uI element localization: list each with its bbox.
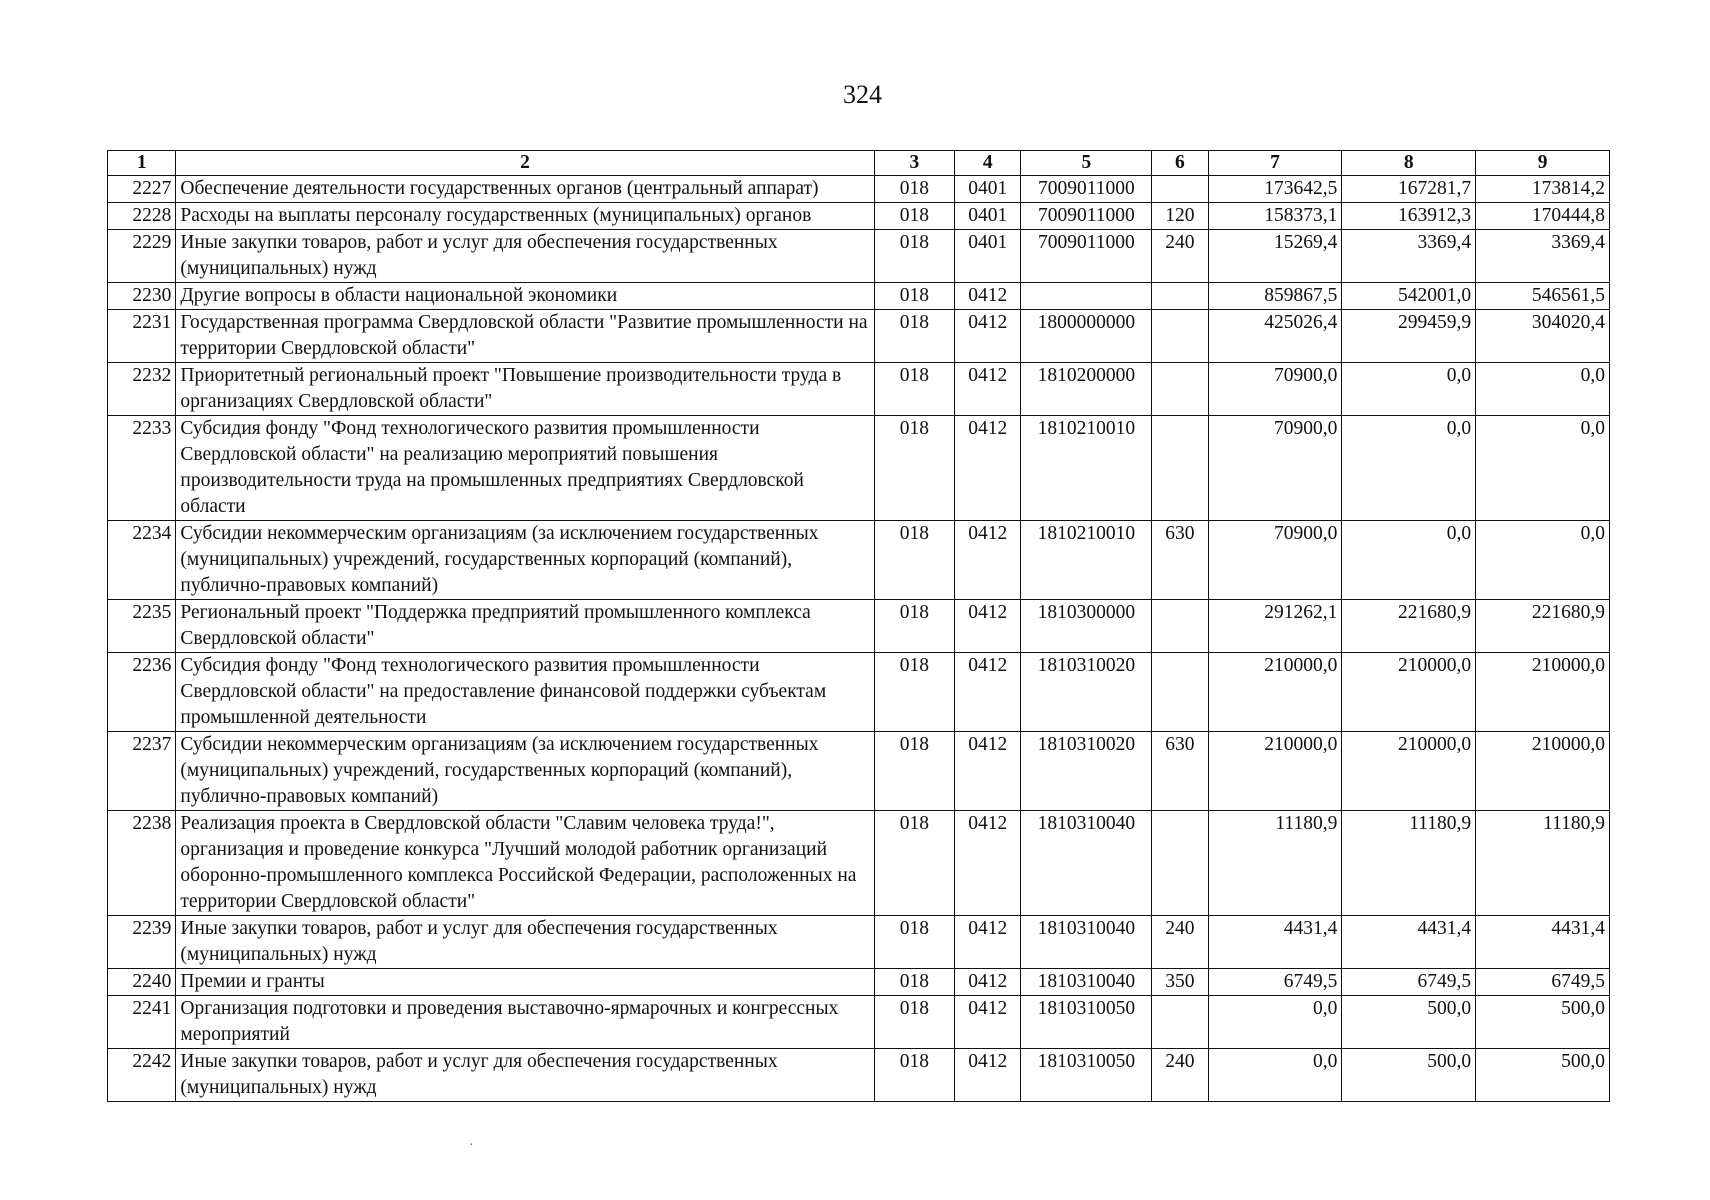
col-header-2: 2 [176, 151, 874, 176]
expense-type-code [1152, 996, 1208, 1049]
amount-year-1: 11180,9 [1208, 811, 1342, 916]
target-article-code: 7009011000 [1021, 230, 1152, 283]
amount-year-1: 173642,5 [1208, 176, 1342, 203]
budget-table [107, 150, 1610, 1102]
target-article-code: 1810210010 [1021, 521, 1152, 600]
expense-type-code [1152, 653, 1208, 732]
amount-year-2: 0,0 [1342, 521, 1476, 600]
col-header-6: 6 [1152, 151, 1208, 176]
col-header-8: 8 [1342, 151, 1476, 176]
expense-name: Реализация проекта в Свердловской области "Славим человека труда!", организация и проведение конкурса "Лучший молодой работник организаций оборонно-промышленного комплекса Российской Федерации, расположенных на территории Свердловской области" [176, 811, 874, 916]
amount-year-2: 6749,5 [1342, 969, 1476, 996]
row-number: 2228 [108, 203, 176, 230]
row-number: 2240 [108, 969, 176, 996]
amount-year-1: 70900,0 [1208, 416, 1342, 521]
ministry-code: 018 [874, 310, 954, 363]
table-row [108, 283, 1610, 310]
col-header-3: 3 [874, 151, 954, 176]
amount-year-3: 546561,5 [1476, 283, 1610, 310]
ministry-code: 018 [874, 230, 954, 283]
table-row [108, 363, 1610, 416]
expense-name: Субсидия фонду "Фонд технологического развития промышленности Свердловской области" на реализацию мероприятий повышения производительности труда на промышленных предприятиях Свердловской области [176, 416, 874, 521]
col-header-4: 4 [955, 151, 1021, 176]
table-row [108, 203, 1610, 230]
table-row [108, 969, 1610, 996]
section-code: 0401 [955, 230, 1021, 283]
expense-type-code [1152, 283, 1208, 310]
section-code: 0412 [955, 811, 1021, 916]
section-code: 0412 [955, 996, 1021, 1049]
amount-year-2: 0,0 [1342, 416, 1476, 521]
table-row [108, 1049, 1610, 1102]
col-header-9: 9 [1476, 151, 1610, 176]
ministry-code: 018 [874, 283, 954, 310]
ministry-code: 018 [874, 203, 954, 230]
expense-name: Субсидии некоммерческим организациям (за исключением государственных (муниципальных) учреждений, государственных корпораций (компаний), публично-правовых компаний) [176, 521, 874, 600]
ministry-code: 018 [874, 176, 954, 203]
stray-mark: · [469, 1138, 474, 1153]
target-article-code: 1810310040 [1021, 916, 1152, 969]
section-code: 0401 [955, 176, 1021, 203]
target-article-code: 1810310050 [1021, 1049, 1152, 1102]
page-number: 324 [843, 80, 882, 109]
target-article-code: 1810310020 [1021, 732, 1152, 811]
target-article-code: 1810310040 [1021, 969, 1152, 996]
expense-name: Иные закупки товаров, работ и услуг для обеспечения государственных (муниципальных) нужд [176, 230, 874, 283]
ministry-code: 018 [874, 600, 954, 653]
amount-year-2: 500,0 [1342, 1049, 1476, 1102]
header-row [108, 151, 1610, 176]
target-article-code: 1800000000 [1021, 310, 1152, 363]
amount-year-3: 304020,4 [1476, 310, 1610, 363]
amount-year-2: 210000,0 [1342, 732, 1476, 811]
amount-year-1: 0,0 [1208, 1049, 1342, 1102]
expense-name: Государственная программа Свердловской области "Развитие промышленности на территории Свердловской области" [176, 310, 874, 363]
amount-year-3: 4431,4 [1476, 916, 1610, 969]
amount-year-1: 15269,4 [1208, 230, 1342, 283]
amount-year-3: 170444,8 [1476, 203, 1610, 230]
expense-type-code [1152, 600, 1208, 653]
target-article-code: 7009011000 [1021, 176, 1152, 203]
expense-type-code: 630 [1152, 521, 1208, 600]
row-number: 2241 [108, 996, 176, 1049]
table-row [108, 310, 1610, 363]
section-code: 0412 [955, 600, 1021, 653]
expense-type-code: 630 [1152, 732, 1208, 811]
section-code: 0412 [955, 416, 1021, 521]
expense-type-code [1152, 811, 1208, 916]
amount-year-2: 3369,4 [1342, 230, 1476, 283]
ministry-code: 018 [874, 732, 954, 811]
target-article-code: 1810310040 [1021, 811, 1152, 916]
expense-name: Другие вопросы в области национальной экономики [176, 283, 874, 310]
amount-year-2: 4431,4 [1342, 916, 1476, 969]
amount-year-2: 163912,3 [1342, 203, 1476, 230]
table-row [108, 230, 1610, 283]
table-row [108, 176, 1610, 203]
amount-year-3: 11180,9 [1476, 811, 1610, 916]
table-row [108, 521, 1610, 600]
col-header-5: 5 [1021, 151, 1152, 176]
row-number: 2232 [108, 363, 176, 416]
amount-year-3: 0,0 [1476, 521, 1610, 600]
row-number: 2231 [108, 310, 176, 363]
expense-name: Иные закупки товаров, работ и услуг для обеспечения государственных (муниципальных) нужд [176, 916, 874, 969]
row-number: 2237 [108, 732, 176, 811]
expense-type-code: 240 [1152, 1049, 1208, 1102]
amount-year-3: 0,0 [1476, 416, 1610, 521]
row-number: 2227 [108, 176, 176, 203]
row-number: 2235 [108, 600, 176, 653]
expense-name: Обеспечение деятельности государственных органов (центральный аппарат) [176, 176, 874, 203]
amount-year-2: 0,0 [1342, 363, 1476, 416]
section-code: 0412 [955, 521, 1021, 600]
table-row [108, 653, 1610, 732]
amount-year-3: 500,0 [1476, 996, 1610, 1049]
expense-type-code: 240 [1152, 916, 1208, 969]
ministry-code: 018 [874, 521, 954, 600]
expense-name: Региональный проект "Поддержка предприятий промышленного комплекса Свердловской области" [176, 600, 874, 653]
ministry-code: 018 [874, 416, 954, 521]
table-row [108, 811, 1610, 916]
expense-name: Организация подготовки и проведения выставочно-ярмарочных и конгрессных мероприятий [176, 996, 874, 1049]
section-code: 0412 [955, 653, 1021, 732]
ministry-code: 018 [874, 996, 954, 1049]
expense-type-code: 120 [1152, 203, 1208, 230]
section-code: 0412 [955, 1049, 1021, 1102]
amount-year-1: 6749,5 [1208, 969, 1342, 996]
table-row [108, 600, 1610, 653]
section-code: 0412 [955, 969, 1021, 996]
target-article-code: 1810310050 [1021, 996, 1152, 1049]
amount-year-2: 299459,9 [1342, 310, 1476, 363]
ministry-code: 018 [874, 1049, 954, 1102]
amount-year-1: 0,0 [1208, 996, 1342, 1049]
amount-year-3: 6749,5 [1476, 969, 1610, 996]
expense-name: Приоритетный региональный проект "Повышение производительности труда в организациях Свердловской области" [176, 363, 874, 416]
amount-year-2: 11180,9 [1342, 811, 1476, 916]
target-article-code: 1810310020 [1021, 653, 1152, 732]
amount-year-3: 3369,4 [1476, 230, 1610, 283]
expense-type-code: 350 [1152, 969, 1208, 996]
amount-year-1: 210000,0 [1208, 653, 1342, 732]
target-article-code [1021, 283, 1152, 310]
amount-year-1: 859867,5 [1208, 283, 1342, 310]
target-article-code: 1810200000 [1021, 363, 1152, 416]
table-row [108, 996, 1610, 1049]
section-code: 0412 [955, 916, 1021, 969]
section-code: 0412 [955, 283, 1021, 310]
ministry-code: 018 [874, 363, 954, 416]
amount-year-2: 167281,7 [1342, 176, 1476, 203]
amount-year-3: 500,0 [1476, 1049, 1610, 1102]
amount-year-3: 221680,9 [1476, 600, 1610, 653]
row-number: 2230 [108, 283, 176, 310]
section-code: 0412 [955, 363, 1021, 416]
expense-name: Субсидия фонду "Фонд технологического развития промышленности Свердловской области" на предоставление финансовой поддержки субъектам промышленной деятельности [176, 653, 874, 732]
expense-type-code [1152, 176, 1208, 203]
amount-year-3: 173814,2 [1476, 176, 1610, 203]
amount-year-3: 210000,0 [1476, 732, 1610, 811]
amount-year-2: 221680,9 [1342, 600, 1476, 653]
section-code: 0401 [955, 203, 1021, 230]
amount-year-1: 210000,0 [1208, 732, 1342, 811]
ministry-code: 018 [874, 969, 954, 996]
row-number: 2236 [108, 653, 176, 732]
expense-name: Субсидии некоммерческим организациям (за исключением государственных (муниципальных) учреждений, государственных корпораций (компаний), публично-правовых компаний) [176, 732, 874, 811]
row-number: 2242 [108, 1049, 176, 1102]
expense-type-code: 240 [1152, 230, 1208, 283]
col-header-1: 1 [108, 151, 176, 176]
row-number: 2229 [108, 230, 176, 283]
amount-year-2: 210000,0 [1342, 653, 1476, 732]
amount-year-1: 425026,4 [1208, 310, 1342, 363]
amount-year-3: 210000,0 [1476, 653, 1610, 732]
target-article-code: 1810300000 [1021, 600, 1152, 653]
row-number: 2239 [108, 916, 176, 969]
amount-year-1: 70900,0 [1208, 521, 1342, 600]
expense-name: Расходы на выплаты персоналу государственных (муниципальных) органов [176, 203, 874, 230]
amount-year-1: 291262,1 [1208, 600, 1342, 653]
ministry-code: 018 [874, 653, 954, 732]
row-number: 2234 [108, 521, 176, 600]
row-number: 2233 [108, 416, 176, 521]
section-code: 0412 [955, 732, 1021, 811]
section-code: 0412 [955, 310, 1021, 363]
amount-year-2: 500,0 [1342, 996, 1476, 1049]
amount-year-1: 70900,0 [1208, 363, 1342, 416]
target-article-code: 1810210010 [1021, 416, 1152, 521]
col-header-7: 7 [1208, 151, 1342, 176]
ministry-code: 018 [874, 916, 954, 969]
ministry-code: 018 [874, 811, 954, 916]
expense-type-code [1152, 310, 1208, 363]
table-row [108, 732, 1610, 811]
amount-year-1: 4431,4 [1208, 916, 1342, 969]
amount-year-3: 0,0 [1476, 363, 1610, 416]
table-row [108, 416, 1610, 521]
expense-name: Иные закупки товаров, работ и услуг для обеспечения государственных (муниципальных) нужд [176, 1049, 874, 1102]
amount-year-2: 542001,0 [1342, 283, 1476, 310]
row-number: 2238 [108, 811, 176, 916]
table-row [108, 916, 1610, 969]
expense-name: Премии и гранты [176, 969, 874, 996]
target-article-code: 7009011000 [1021, 203, 1152, 230]
amount-year-1: 158373,1 [1208, 203, 1342, 230]
expense-type-code [1152, 416, 1208, 521]
expense-type-code [1152, 363, 1208, 416]
